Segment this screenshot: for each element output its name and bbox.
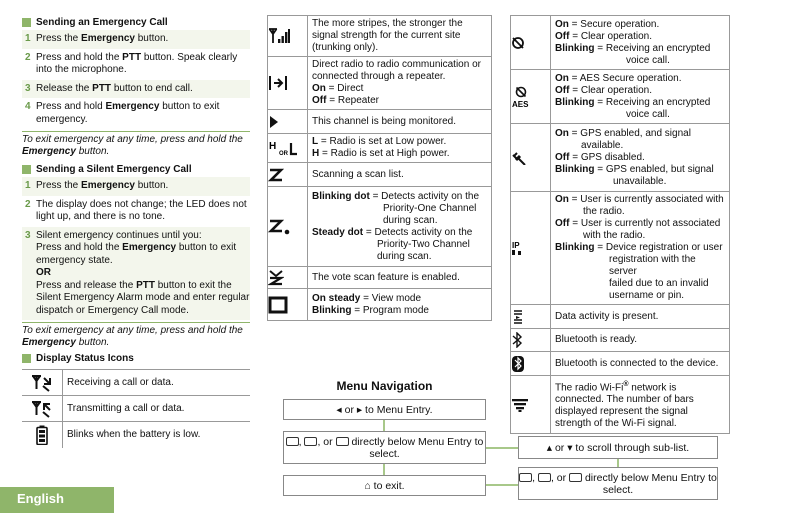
table-row: On = Secure operation. Off = Clear operation. Blinking = Receiving an encrypted voice call. xyxy=(511,16,730,70)
table-row: Blinks when the battery is low. xyxy=(22,422,250,448)
center-soft-key-icon xyxy=(538,473,551,482)
exit-box: ⌂ to exit. xyxy=(283,475,486,496)
signal-strength-icon xyxy=(268,16,308,57)
secure-icon xyxy=(511,16,551,70)
table-row: Blinking dot = Detects activity on the Priority-One Channel during scan. Steady dot = Detects activity on the Priority-Two Channel during scan. xyxy=(268,187,492,267)
table-row: The radio Wi-Fi® network is connected. The number of bars displayed represent the signal strength of the Wi-Fi signal. xyxy=(511,376,730,434)
list-item: 3 Silent emergency continues until you: Press and hold the Emergency button to exit emergency state. OR Press and release the PTT button to exit the Silent Emergency Alarm mode and enter regular dispatch or Emergency Call mode. xyxy=(22,227,250,321)
scan-icon xyxy=(268,163,308,187)
table-row: Bluetooth is ready. xyxy=(511,329,730,352)
program-mode-icon xyxy=(268,289,308,321)
flow-arrow xyxy=(383,420,385,431)
up-arrow-icon: ▴ xyxy=(546,441,553,454)
svg-text:AES: AES xyxy=(512,99,529,108)
select-box: , , or directly below Menu Entry to select. xyxy=(283,431,486,464)
table-row: Receiving a call or data. xyxy=(22,370,250,396)
list-item: 2 Press and hold the PTT button. Speak clearly into the microphone. xyxy=(25,51,238,75)
table-row: AES On = AES Secure operation. Off = Clear operation. Blinking = Receiving an encrypted voice call. xyxy=(511,70,730,124)
bluetooth-connected-icon xyxy=(511,352,551,376)
table-row: The vote scan feature is enabled. xyxy=(268,267,492,289)
table-row: Data activity is present. xyxy=(511,305,730,329)
flow-arrow xyxy=(486,484,518,486)
receiving-call-icon xyxy=(22,374,62,392)
gps-icon xyxy=(511,124,551,192)
status-icons-heading: Display Status Icons xyxy=(22,351,250,366)
vote-scan-icon xyxy=(268,267,308,289)
language-tab: English xyxy=(0,487,114,513)
left-soft-key-icon xyxy=(519,473,532,482)
right-icon-table xyxy=(510,15,730,434)
aes-secure-icon xyxy=(511,70,551,124)
table-row: Bluetooth is connected to the device. xyxy=(511,352,730,376)
table-row: H OR L = Radio is set at Low power. H = Radio is set at High power. xyxy=(268,134,492,163)
table-row: Direct radio to radio communication or connected through a repeater. On = Direct Off = Repeater xyxy=(268,57,492,110)
right-soft-key-icon xyxy=(336,437,349,446)
list-item: 4 Press and hold Emergency button to exit emergency. xyxy=(25,101,220,125)
monitor-icon xyxy=(268,110,308,134)
battery-low-icon xyxy=(22,425,62,445)
table-row: Transmitting a call or data. xyxy=(22,396,250,422)
left-soft-key-icon xyxy=(286,437,299,446)
center-soft-key-icon xyxy=(304,437,317,446)
power-level-icon xyxy=(268,134,308,163)
silent-call-heading: Sending a Silent Emergency Call xyxy=(22,162,250,177)
down-arrow-icon: ▾ xyxy=(567,441,573,454)
direct-repeater-icon xyxy=(268,57,308,110)
home-icon: ⌂ xyxy=(364,479,371,492)
exit-emergency-note: To exit emergency at any time, press and hold the Emergency button. xyxy=(22,325,243,348)
table-row: On steady = View mode Blinking = Program mode xyxy=(268,289,492,321)
list-item: 1 Press the Emergency button. xyxy=(22,30,250,49)
menu-entry-box: ◂ or ▸ to Menu Entry. xyxy=(283,399,486,420)
flow-arrow xyxy=(486,447,518,449)
exit-emergency-note: To exit emergency at any time, press and hold the Emergency button. xyxy=(22,134,243,157)
menu-nav-title: Menu Navigation xyxy=(336,379,433,393)
table-row: Scanning a scan list. xyxy=(268,163,492,187)
wifi-signal-icon xyxy=(511,376,551,434)
svg-text:IP: IP xyxy=(512,241,520,250)
priority-scan-icon xyxy=(268,187,308,267)
table-row: This channel is being monitored. xyxy=(268,110,492,134)
green-square-icon xyxy=(22,18,31,27)
middle-icon-table xyxy=(267,15,492,321)
data-activity-icon xyxy=(511,305,551,329)
bluetooth-ready-icon xyxy=(511,329,551,352)
table-row: The more stripes, the stronger the signal strength for the current site (trunking only). xyxy=(268,16,492,57)
list-item: 1 Press the Emergency button. xyxy=(22,177,250,196)
transmitting-call-icon xyxy=(22,400,62,418)
select-box-2: , , or directly below Menu Entry to select. xyxy=(518,467,718,500)
left-column xyxy=(22,0,250,448)
green-square-icon xyxy=(22,354,31,363)
right-soft-key-icon xyxy=(569,473,582,482)
table-row: IP On = User is currently associated with the radio. Off = User is currently not associated with the radio. Blinking = Device registration or user registration with the server failed due to an invalid username or pin. xyxy=(511,192,730,305)
list-item: 2 The display does not change; the LED does not light up, and there is no tone. xyxy=(25,198,247,222)
flow-arrow xyxy=(383,464,385,475)
green-square-icon xyxy=(22,165,31,174)
svg-text:OR: OR xyxy=(279,151,288,156)
list-item: 3 Release the PTT button to end call. xyxy=(22,80,250,99)
emergency-call-heading: Sending an Emergency Call xyxy=(22,15,250,30)
svg-text:H: H xyxy=(269,141,277,152)
table-row: On = GPS enabled, and signal available. Off = GPS disabled. Blinking = GPS enabled, but signal unavailable. xyxy=(511,124,730,192)
scroll-box: ▴ or ▾ to scroll through sub-list. xyxy=(518,436,718,459)
ip-icon xyxy=(511,192,551,305)
